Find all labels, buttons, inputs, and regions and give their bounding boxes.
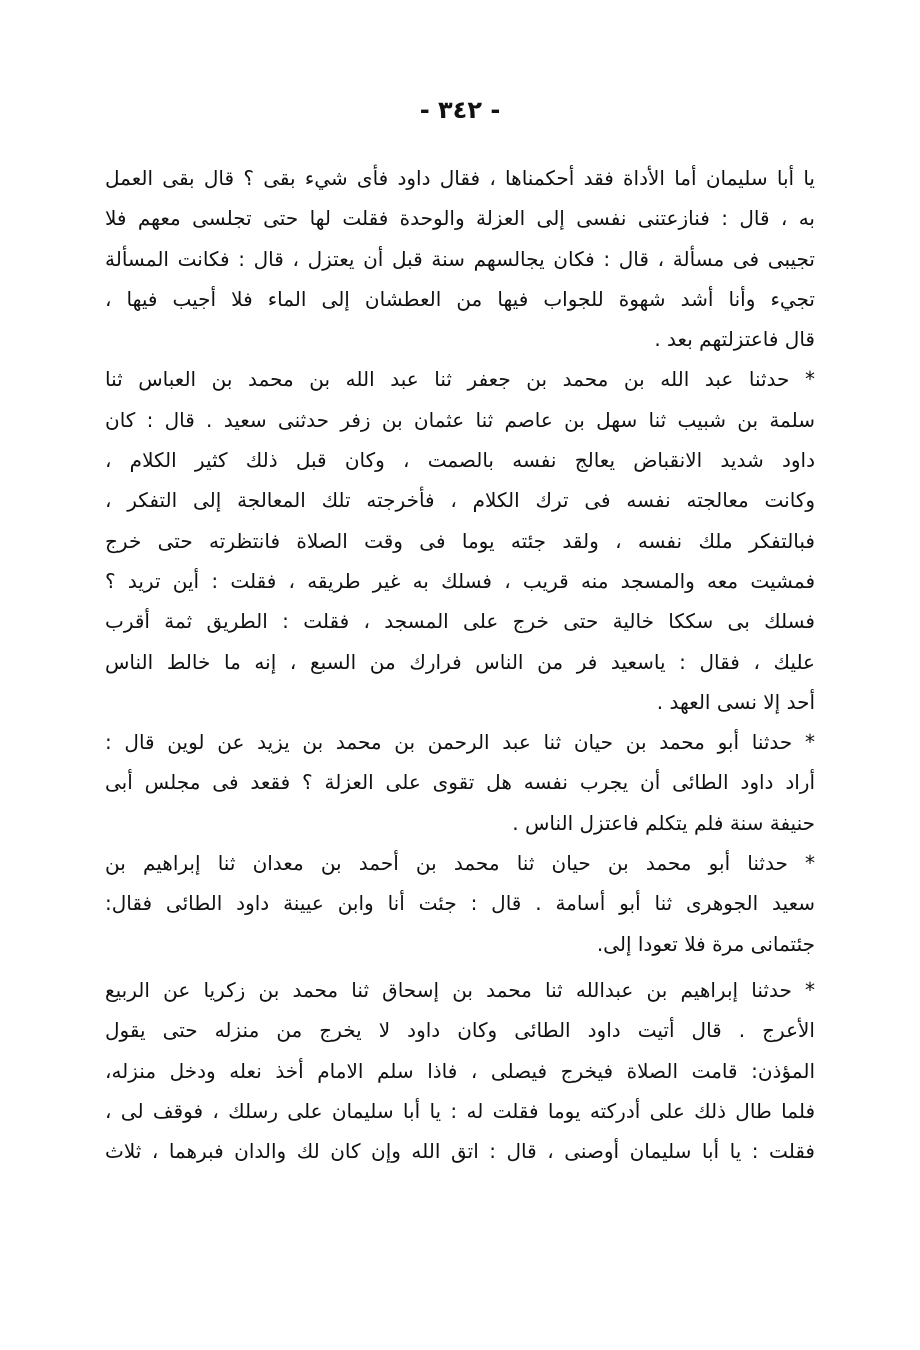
text-line: المؤذن: قامت الصلاة فيخرج فيصلى ، فاذا سلم الامام أخذ نعله ودخل منزله،	[105, 1058, 815, 1083]
text-line: فقلت : يا أبا سليمان أوصنى ، قال : اتق الله وإن كان لك والدان فبرهما ، ثلاث	[105, 1139, 815, 1164]
page-number: - ٣٤٢ -	[419, 96, 501, 124]
text-line: تجيبى فى مسألة ، قال : فكان يجالسهم سنة قبل أن يعتزل ، قال : فكانت المسألة	[105, 246, 815, 271]
text-line: فبالتفكر ملك نفسه ، ولقد جئته يوما فى وقت الصلاة فانتظرته حتى خرج	[105, 528, 815, 553]
text-line: فلما طال ذلك على أدركته يوما فقلت له : يا أبا سليمان على رسلك ، فوقف لى ،	[105, 1098, 815, 1123]
text-line: جئتمانى مرة فلا تعودا إلى.	[596, 931, 815, 956]
paragraph	[105, 359, 815, 722]
text-line: فسلك بى سككا خالية حتى خرج على المسجد ، فقلت : الطريق ثمة أقرب	[105, 609, 815, 634]
text-line: عليك ، فقال : ياسعيد فر من الناس فرارك من السبع ، إنه ما خالط الناس	[105, 649, 815, 674]
paragraph	[105, 970, 815, 1171]
paragraph	[105, 158, 815, 359]
text-line: سلمة بن شبيب ثنا سهل بن عاصم ثنا عثمان بن زفر حدثنى سعيد . قال : كان	[105, 407, 815, 432]
text-line: به ، قال : فنازعتنى نفسى إلى العزلة والوحدة فقلت لها حتى تجلسى معهم فلا	[105, 206, 815, 231]
text-line: * حدثنا عبد الله بن محمد بن جعفر ثنا عبد الله بن محمد بن العباس ثنا	[105, 367, 815, 392]
text-line: فمشيت معه والمسجد منه قريب ، فسلك به غير طريقه ، فقلت : أين تريد ؟	[105, 568, 815, 593]
text-line: سعيد الجوهرى ثنا أبو أسامة . قال : جئت أنا وابن عيينة داود الطائى فقال:	[105, 891, 815, 916]
text-line: * حدثنا أبو محمد بن حيان ثنا عبد الرحمن بن محمد بن يزيد عن لوين قال :	[105, 730, 815, 755]
text-line: أراد داود الطائى أن يجرب نفسه هل تقوى على العزلة ؟ فقعد فى مجلس أبى	[105, 770, 815, 795]
text-line: وكانت معالجته نفسه فى ترك الكلام ، فأخرجته تلك المعالجة إلى التفكر ،	[105, 488, 815, 513]
text-line: حنيفة سنة فلم يتكلم فاعتزل الناس .	[512, 810, 815, 835]
text-line: الأعرج . قال أتيت داود الطائى وكان داود لا يخرج من منزله حتى يقول	[105, 1018, 815, 1043]
text-line: قال فاعتزلتهم بعد .	[654, 327, 815, 352]
paragraph	[105, 843, 815, 964]
text-line: * حدثنا أبو محمد بن حيان ثنا محمد بن أحمد بن معدان ثنا إبراهيم بن	[105, 851, 815, 876]
text-line: أحد إلا نسى العهد .	[656, 689, 815, 714]
body-text	[105, 158, 815, 1171]
paragraph	[105, 722, 815, 843]
text-line: تجيء وأنا أشد شهوة للجواب فيها من العطشان إلى الماء فلا أجيب فيها ،	[105, 286, 815, 311]
text-line: * حدثنا إبراهيم بن عبدالله ثنا محمد بن إسحاق ثنا محمد بن زكريا عن الربيع	[105, 977, 815, 1002]
text-line: داود شديد الانقباض يعالج نفسه بالصمت ، وكان قبل ذلك كثير الكلام ،	[105, 448, 815, 473]
text-line: يا أبا سليمان أما الأداة فقد أحكمناها ، فقال داود فأى شيء بقى ؟ قال بقى العمل	[105, 166, 815, 190]
